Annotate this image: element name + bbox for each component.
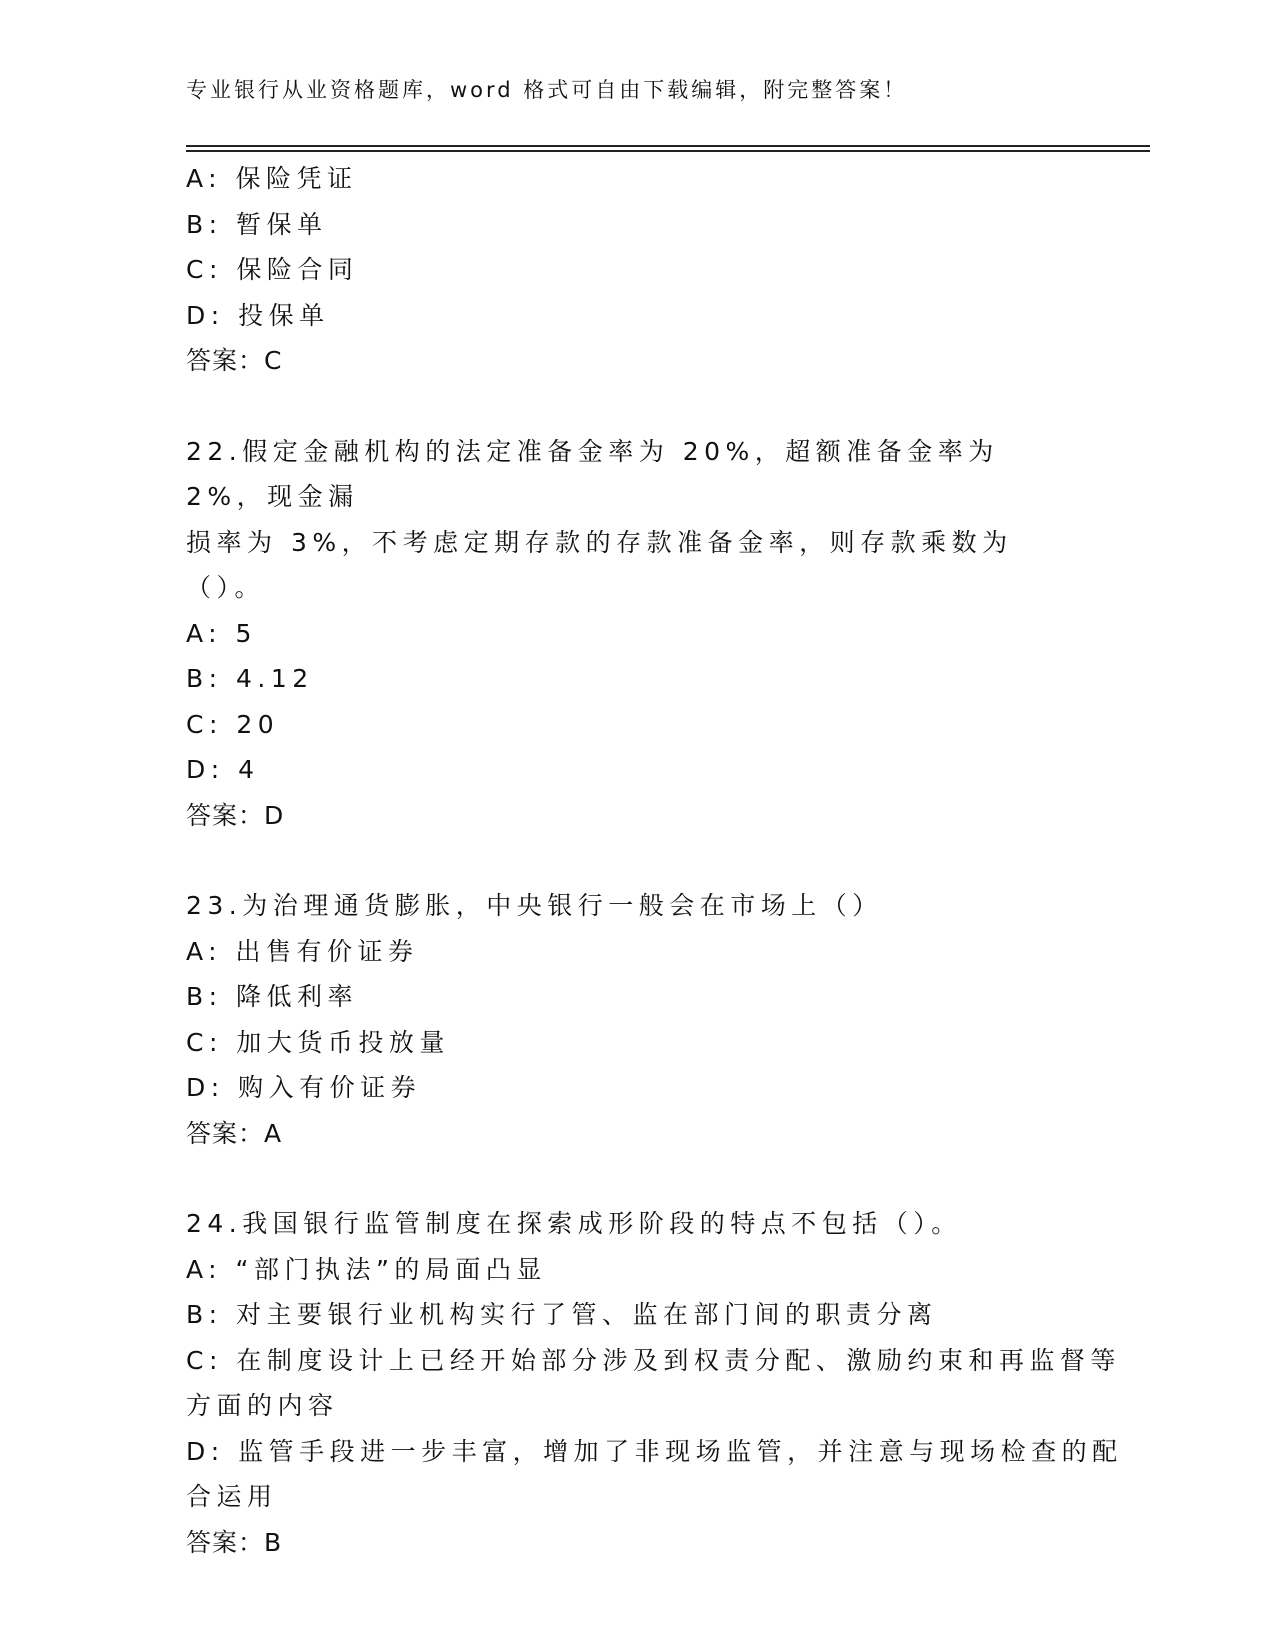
option-c: C: 在制度设计上已经开始部分涉及到权责分配、激励约束和再监督等 [186,1345,1121,1375]
answer: 答案：A [186,1118,283,1148]
option-b: B: 对主要银行业机构实行了管、监在部门间的职责分离 [186,1300,938,1329]
option-d-continued: 合运用 [186,1482,278,1511]
header-rule-bottom [186,150,1150,152]
option-c: C: 加大货币投放量 [186,1027,450,1057]
question-text-line: 24.我国银行监管制度在探索成形阶段的特点不包括（）。 [186,1209,962,1238]
option-a: A: “部门执法”的局面凸显 [186,1254,547,1284]
option-c: C: 保险合同 [186,255,359,284]
option-c-continued: 方面的内容 [186,1391,339,1420]
option-d: D: 投保单 [186,300,330,330]
page-header: 专业银行从业资格题库，word 格式可自由下载编辑，附完整答案！ [186,78,908,102]
question-text-line: 22.假定金融机构的法定准备金率为 20%，超额准备金率为 2%，现金漏 [186,436,999,511]
option-b: B: 4.12 [186,664,314,693]
question-text-line: 损率为 3%，不考虑定期存款的存款准备金率，则存款乘数为（）。 [186,527,1013,602]
answer: 答案：C [186,346,283,375]
option-c: C: 20 [186,709,280,739]
document-body [186,156,1123,1565]
answer: 答案：D [186,800,285,830]
question-block-24 [186,1201,1123,1565]
question-block-22 [186,429,1086,839]
answer: 答案：B [186,1527,283,1557]
question-block-23 [186,883,1086,1156]
question-text-line: 23.为治理通货膨胀，中央银行一般会在市场上（） [186,891,883,920]
header-rule-top [186,145,1150,147]
question-block-21 [186,156,1086,384]
option-a: A: 保险凭证 [186,164,358,193]
option-d: D: 4 [186,755,260,784]
option-d: D: 监管手段进一步丰富，增加了非现场监管，并注意与现场检查的配 [186,1436,1123,1466]
option-b: B: 暂保单 [186,209,328,239]
option-a: A: 5 [186,618,257,648]
option-a: A: 出售有价证券 [186,936,419,966]
option-d: D: 购入有价证券 [186,1073,422,1102]
option-b: B: 降低利率 [186,982,359,1011]
